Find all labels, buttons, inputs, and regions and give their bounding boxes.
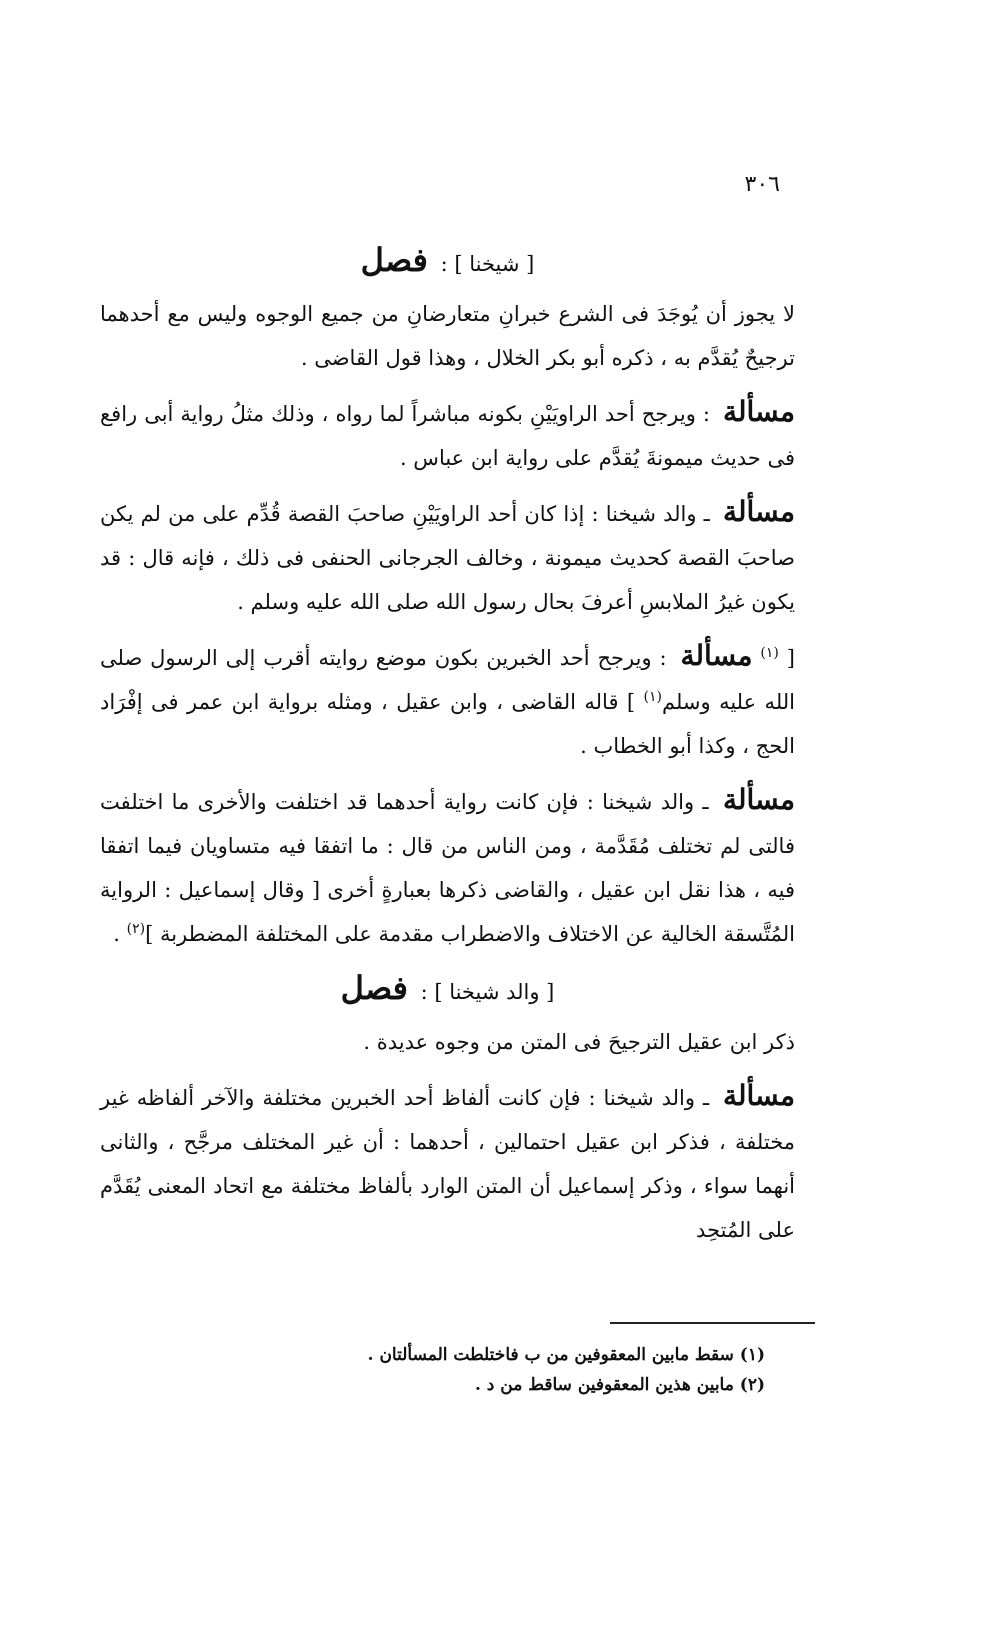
masala-lead: مسألة [722, 1079, 795, 1112]
main-text [100, 238, 795, 1262]
paragraph-text-cont: . [113, 922, 120, 946]
paragraph-text: : ويرجح أحد الراويَيْنِ بكونه مباشراً لما رواه ، وذلك مثلُ رواية أبى رافع فى حديث ميمونةَ يُقدَّم على رواية ابن عباس . [100, 402, 795, 470]
heading-fasl: فصل [340, 969, 408, 1007]
footnote-marker: (١) [643, 689, 662, 705]
paragraph [100, 778, 795, 956]
heading-fasl: فصل [360, 241, 428, 279]
masala-lead: مسألة [680, 639, 753, 672]
paragraph [100, 1074, 795, 1252]
footnote-marker: (١) [760, 645, 779, 661]
paragraph-text: ـ والد شيخنا : إذا كان أحد الراويَيْنِ صاحبَ القصة قُدِّم على من لم يكن صاحبَ القصة كحديث ميمونة ، وخالف الجرجانى الحنفى فى ذلك ، فإنه قال : قد يكون غيرُ الملابسِ أعرفَ بحال رسول الله صلى الله عليه وسلم . [100, 502, 795, 614]
section-heading [100, 966, 795, 1014]
section-heading [100, 238, 795, 286]
footnote-2: (٢) مابين هذين المعقوفين ساقط من د . [474, 1375, 765, 1395]
paragraph-text: لا يجوز أن يُوجَدَ فى الشرع خبرانِ متعارضانِ من جميع الوجوه وليس مع أحدهما ترجيحٌ يُقدَّم به ، ذكره أبو بكر الخلال ، وهذا قول القاضى . [100, 302, 795, 370]
paragraph-text: ـ والد شيخنا : فإن كانت ألفاظ أحد الخبرين مختلفة والآخر ألفاظه غير مختلفة ، فذكر ابن عقيل احتمالين ، أحدهما : أن غير المختلف مرجَّح ، والثانى أنهما سواء ، وذكر إسماعيل أن المتن الوارد بألفاظ مختلفة مع اتحاد المعنى يُقَدَّم على المُتحِد [100, 1086, 795, 1242]
heading-attribution: [ شيخنا ] : [440, 252, 535, 276]
footnote-1: (١) سقط مابين المعقوفين من ب فاختلطت المسألتان . [367, 1345, 765, 1365]
masala-lead: مسألة [722, 495, 795, 528]
paragraph [100, 390, 795, 480]
paragraph-text: ـ والد شيخنا : فإن كانت رواية أحدهما قد اختلفت والأخرى ما اختلفت فالتى لم تختلف مُقَدَّمة ، ومن الناس من قال : ما اتفقا فيه متساويان فيما اتفقا فيه ، هذا نقل ابن عقيل ، والقاضى ذكرها بعبارةٍ أخرى [ وقال إسماعيل : الرواية المُتَّسقة الخالية عن الاختلاف والاضطراب مقدمة على المختلفة المضطربة ] [100, 790, 795, 946]
bracket-open: [ [786, 646, 795, 670]
masala-lead: مسألة [722, 395, 795, 428]
paragraph-text: : ويرجح أحد الخبرين بكون موضع روايته أقرب إلى الرسول صلى الله عليه وسلم [100, 646, 796, 714]
footnote-divider [610, 1322, 815, 1324]
paragraph [100, 292, 795, 380]
paragraph [100, 490, 795, 624]
paragraph [100, 1020, 795, 1064]
paragraph [100, 634, 795, 768]
footnote-marker: (٢) [126, 921, 146, 937]
paragraph-text-cont: ] قاله القاضى ، وابن عقيل ، ومثله برواية ابن عمر فى إفْرَاد الحج ، وكذا أبو الخطاب . [100, 690, 795, 758]
footnotes [200, 1340, 765, 1400]
masala-lead: مسألة [722, 783, 795, 816]
heading-attribution: [ والد شيخنا ] : [420, 980, 555, 1004]
paragraph-text: ذكر ابن عقيل الترجيحَ فى المتن من وجوه عديدة . [363, 1030, 795, 1054]
page-number: ٣٠٦ [744, 172, 780, 197]
